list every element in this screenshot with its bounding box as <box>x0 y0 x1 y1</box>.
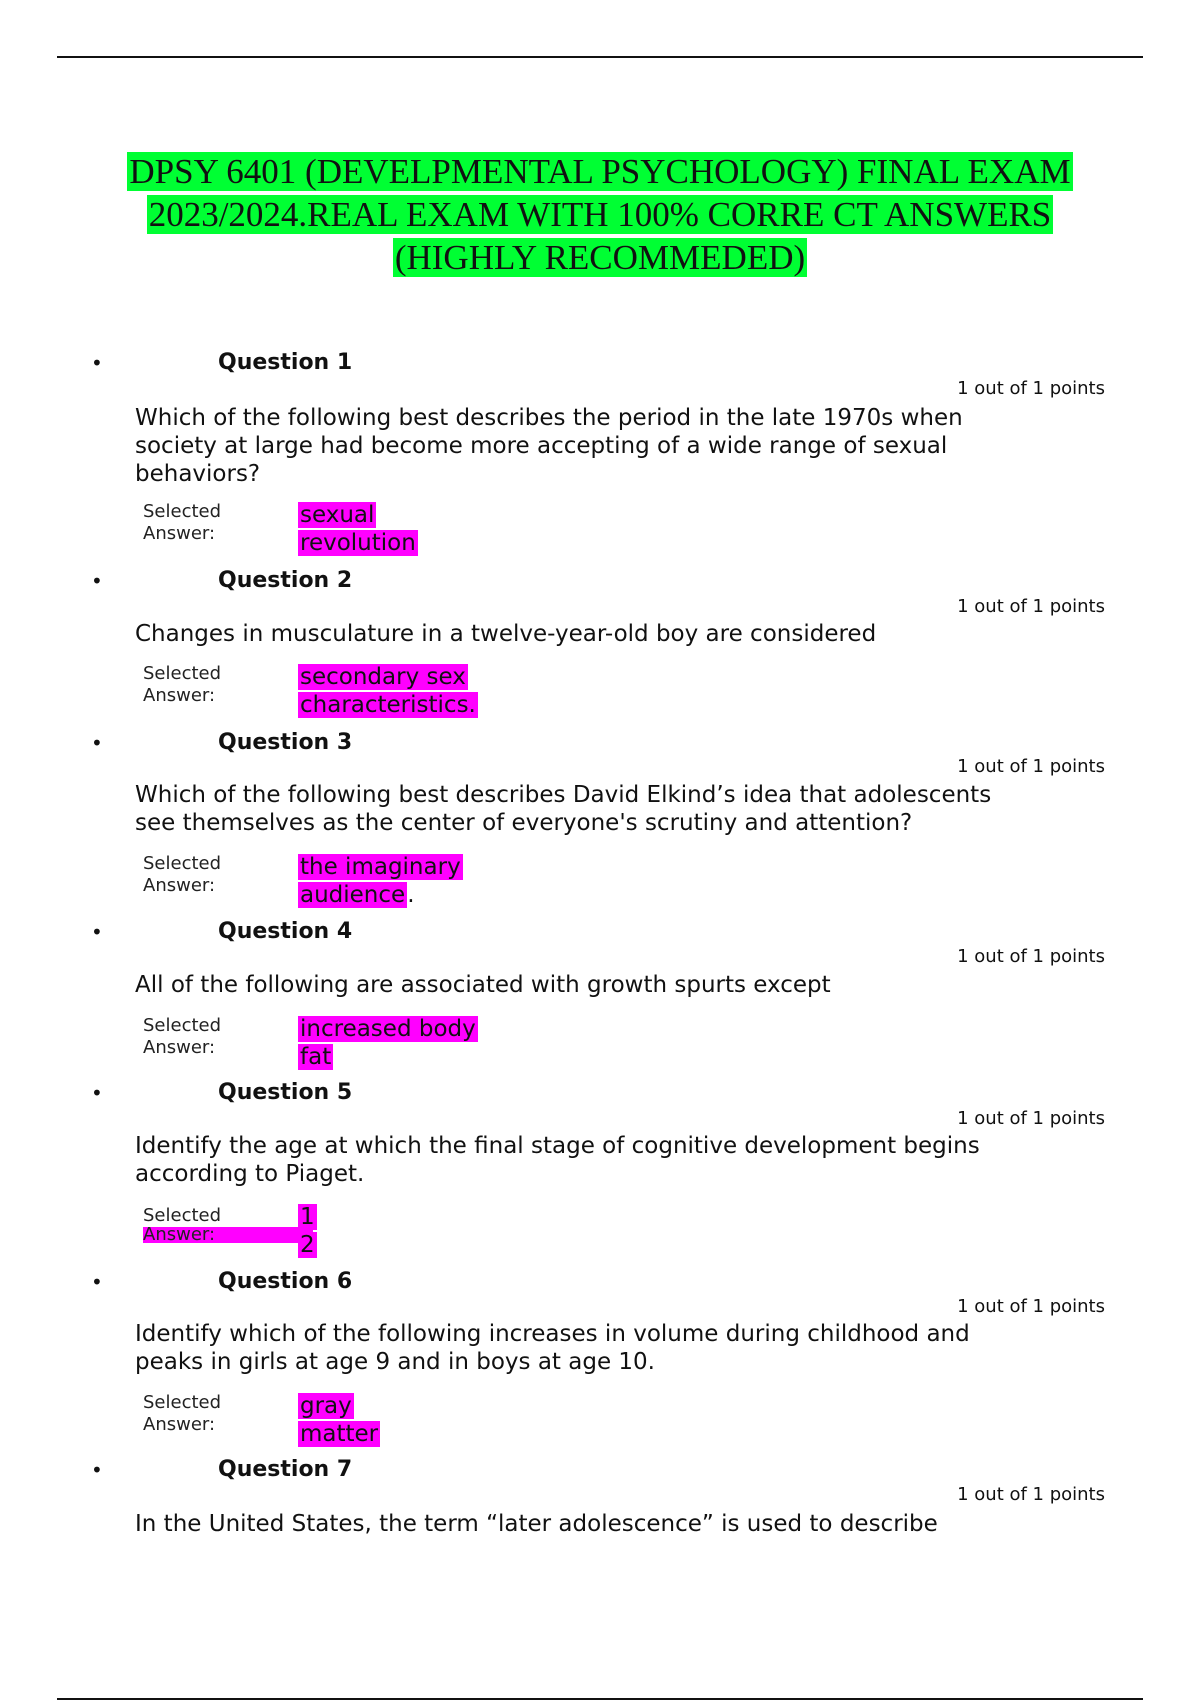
question-3-header <box>0 728 1200 758</box>
question-1-points: 1 out of 1 points <box>957 378 1105 399</box>
answer-text: Answer: <box>143 685 216 706</box>
question-text-line: see themselves as the center of everyone's scrutiny and attention? <box>135 810 913 836</box>
answer-text: Answer: <box>143 523 216 544</box>
bullet: • <box>91 1270 103 1294</box>
question-1-header <box>0 348 1200 378</box>
answer-line: 1 <box>300 1204 315 1230</box>
question-1-answer <box>298 501 418 557</box>
selected-answer-label <box>143 501 283 545</box>
question-text-line: Changes in musculature in a twelve-year-old boy are considered <box>135 621 877 647</box>
question-text-line: peaks in girls at age 9 and in boys at age 10. <box>135 1349 655 1375</box>
question-text-line: according to Piaget. <box>135 1161 365 1187</box>
question-7-points: 1 out of 1 points <box>957 1484 1105 1505</box>
question-7-text <box>135 1510 1055 1538</box>
question-3-text <box>135 781 1055 837</box>
selected-text: Selected <box>143 1392 222 1413</box>
selected-answer-label <box>143 1015 283 1059</box>
answer-line: fat <box>300 1044 332 1070</box>
answer-text: Answer: <box>143 1414 216 1435</box>
question-6-header <box>0 1267 1200 1297</box>
question-4-points: 1 out of 1 points <box>957 946 1105 967</box>
answer-line: sexual <box>300 502 375 528</box>
selected-answer-label <box>143 1205 293 1243</box>
top-rule <box>57 56 1143 58</box>
document-title <box>60 150 1140 279</box>
selected-text: Selected <box>143 1205 222 1226</box>
answer-text: Answer: <box>143 875 216 896</box>
question-3-label: Question 3 <box>218 730 353 755</box>
question-6-text <box>135 1320 1055 1376</box>
bullet: • <box>91 731 103 755</box>
question-7-header <box>0 1455 1200 1485</box>
selected-answer-label <box>143 1392 283 1436</box>
answer-text: Answer: <box>143 1227 313 1243</box>
question-5-answer <box>298 1203 317 1259</box>
bullet: • <box>91 1081 103 1105</box>
answer-line: characteristics. <box>300 692 476 718</box>
selected-text: Selected <box>143 663 222 684</box>
question-2-answer <box>298 663 478 719</box>
selected-text: Selected <box>143 853 222 874</box>
answer-suffix: . <box>407 882 415 908</box>
question-3-points: 1 out of 1 points <box>957 756 1105 777</box>
answer-line: revolution <box>300 530 416 556</box>
question-6-label: Question 6 <box>218 1269 353 1294</box>
question-4-header <box>0 917 1200 947</box>
answer-line: the imaginary <box>300 854 461 880</box>
title-line-3: (HIGHLY RECOMMEDED) <box>394 238 806 277</box>
question-1-label: Question 1 <box>218 350 353 375</box>
question-5-text <box>135 1132 1055 1188</box>
selected-answer-label <box>143 663 283 707</box>
question-text-line: Identify the age at which the final stage of cognitive development begins <box>135 1133 980 1159</box>
bullet: • <box>91 1458 103 1482</box>
title-line-1: DPSY 6401 (DEVELPMENTAL PSYCHOLOGY) FINAL EXAM <box>129 152 1071 191</box>
question-text-line: Identify which of the following increases in volume during childhood and <box>135 1321 970 1347</box>
question-4-label: Question 4 <box>218 919 353 944</box>
question-5-header <box>0 1078 1200 1108</box>
title-line-2: 2023/2024.REAL EXAM WITH 100% CORRE CT ANSWERS <box>148 195 1052 234</box>
selected-text: Selected <box>143 1015 222 1036</box>
bullet: • <box>91 351 103 375</box>
question-2-points: 1 out of 1 points <box>957 596 1105 617</box>
answer-line: matter <box>300 1421 379 1447</box>
question-2-text <box>135 620 1055 648</box>
selected-text: Selected <box>143 501 222 522</box>
bullet: • <box>91 569 103 593</box>
question-text-line: In the United States, the term “later adolescence” is used to describe <box>135 1511 938 1537</box>
answer-text: Answer: <box>143 1037 216 1058</box>
question-6-answer <box>298 1392 380 1448</box>
answer-line: increased body <box>300 1016 476 1042</box>
question-1-text <box>135 404 1055 488</box>
answer-line: secondary sex <box>300 664 466 690</box>
question-text-line: society at large had become more accepting of a wide range of sexual <box>135 433 948 459</box>
question-5-points: 1 out of 1 points <box>957 1108 1105 1129</box>
selected-answer-label <box>143 853 283 897</box>
question-text-line: behaviors? <box>135 461 261 487</box>
question-2-label: Question 2 <box>218 568 353 593</box>
question-4-text <box>135 971 1055 999</box>
answer-line: audience <box>300 882 406 908</box>
question-3-answer <box>298 853 463 909</box>
question-7-label: Question 7 <box>218 1457 353 1482</box>
question-text-line: Which of the following best describes David Elkind’s idea that adolescents <box>135 782 992 808</box>
question-4-answer <box>298 1015 478 1071</box>
question-2-header <box>0 566 1200 596</box>
answer-line: gray <box>300 1393 352 1419</box>
question-5-label: Question 5 <box>218 1080 353 1105</box>
question-text-line: Which of the following best describes the period in the late 1970s when <box>135 405 963 431</box>
answer-line: 2 <box>300 1232 315 1258</box>
question-6-points: 1 out of 1 points <box>957 1296 1105 1317</box>
question-text-line: All of the following are associated with growth spurts except <box>135 972 831 998</box>
bullet: • <box>91 920 103 944</box>
